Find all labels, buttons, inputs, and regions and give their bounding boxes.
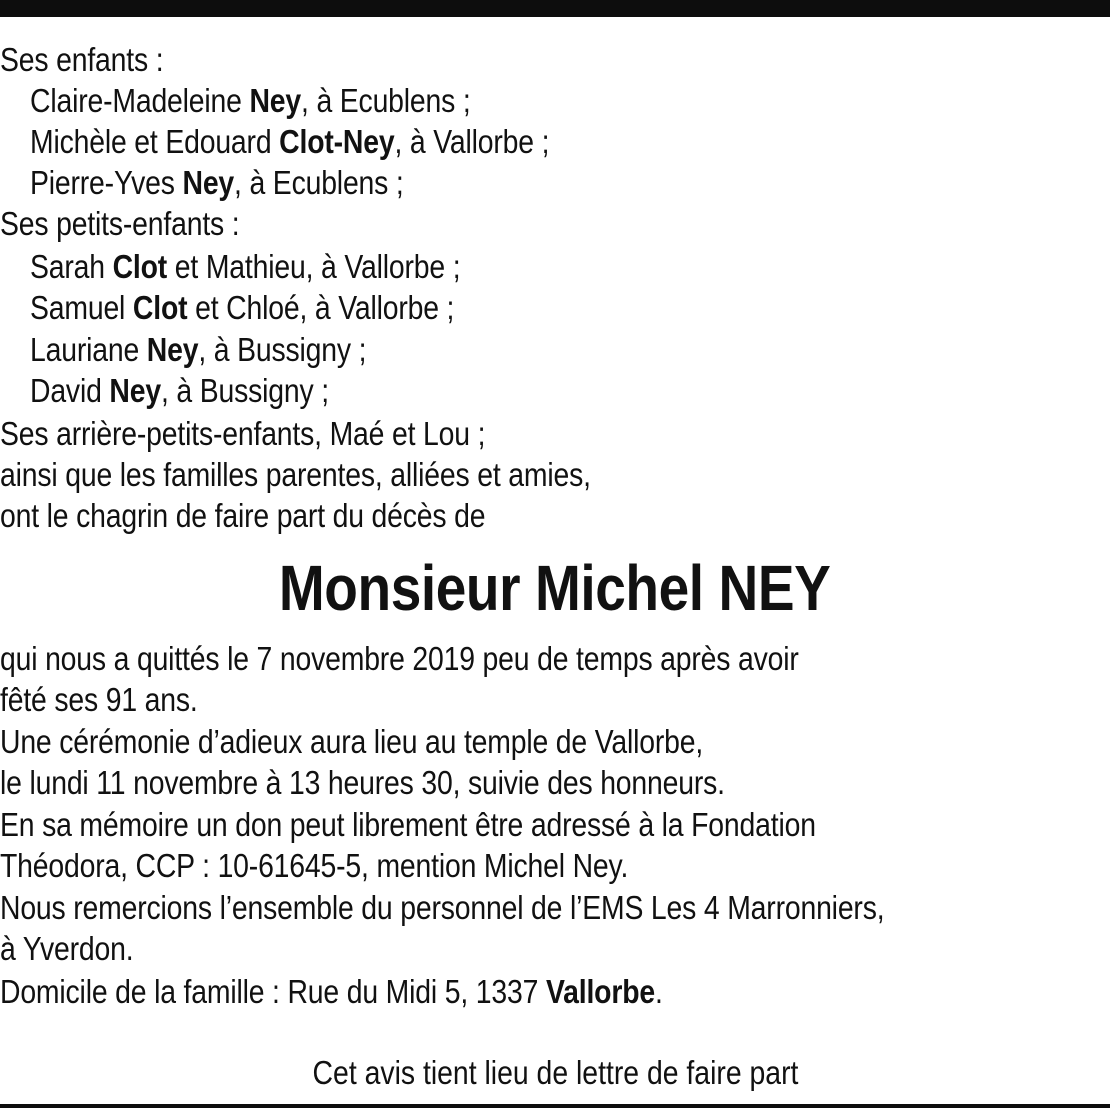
body-line: Nous remercions l’ensemble du personnel de l’EMS Les 4 Marronniers,: [0, 889, 885, 926]
bottom-rule: [0, 1104, 1110, 1108]
body-line: à Yverdon.: [0, 930, 134, 967]
body-line: le lundi 11 novembre à 13 heures 30, suivie des honneurs.: [0, 764, 725, 801]
grandchild-entry: Sarah Clot et Mathieu, à Vallorbe ;: [30, 248, 461, 285]
domicile-line: Domicile de la famille : Rue du Midi 5, 1337 Vallorbe.: [0, 973, 663, 1010]
body-line: fêté ses 91 ans.: [0, 681, 198, 718]
announcement-line: ont le chagrin de faire part du décès de: [0, 497, 486, 534]
grandchild-entry: David Ney, à Bussigny ;: [30, 372, 329, 409]
body-line: Une cérémonie d’adieux aura lieu au temple de Vallorbe,: [0, 723, 704, 760]
families-line: ainsi que les familles parentes, alliées et amies,: [0, 456, 591, 493]
great-grandchildren-line: Ses arrière-petits-enfants, Maé et Lou ;: [0, 415, 486, 452]
footer-note: Cet avis tient lieu de lettre de faire part: [312, 1054, 798, 1091]
grandchild-entry: Samuel Clot et Chloé, à Vallorbe ;: [30, 289, 455, 326]
children-heading: Ses enfants :: [0, 41, 164, 78]
body-line: En sa mémoire un don peut librement être adressé à la Fondation: [0, 806, 816, 843]
child-entry: Michèle et Edouard Clot-Ney, à Vallorbe ;: [30, 123, 550, 160]
grandchild-entry: Lauriane Ney, à Bussigny ;: [30, 331, 367, 368]
grandchildren-heading: Ses petits-enfants :: [0, 205, 240, 242]
body-line: qui nous a quittés le 7 novembre 2019 peu de temps après avoir: [0, 640, 799, 677]
child-entry: Claire-Madeleine Ney, à Ecublens ;: [30, 82, 471, 119]
deceased-name: Monsieur Michel NEY: [279, 552, 831, 624]
child-entry: Pierre-Yves Ney, à Ecublens ;: [30, 164, 404, 201]
body-line: Théodora, CCP : 10-61645-5, mention Michel Ney.: [0, 847, 629, 884]
top-rule: [0, 0, 1110, 17]
